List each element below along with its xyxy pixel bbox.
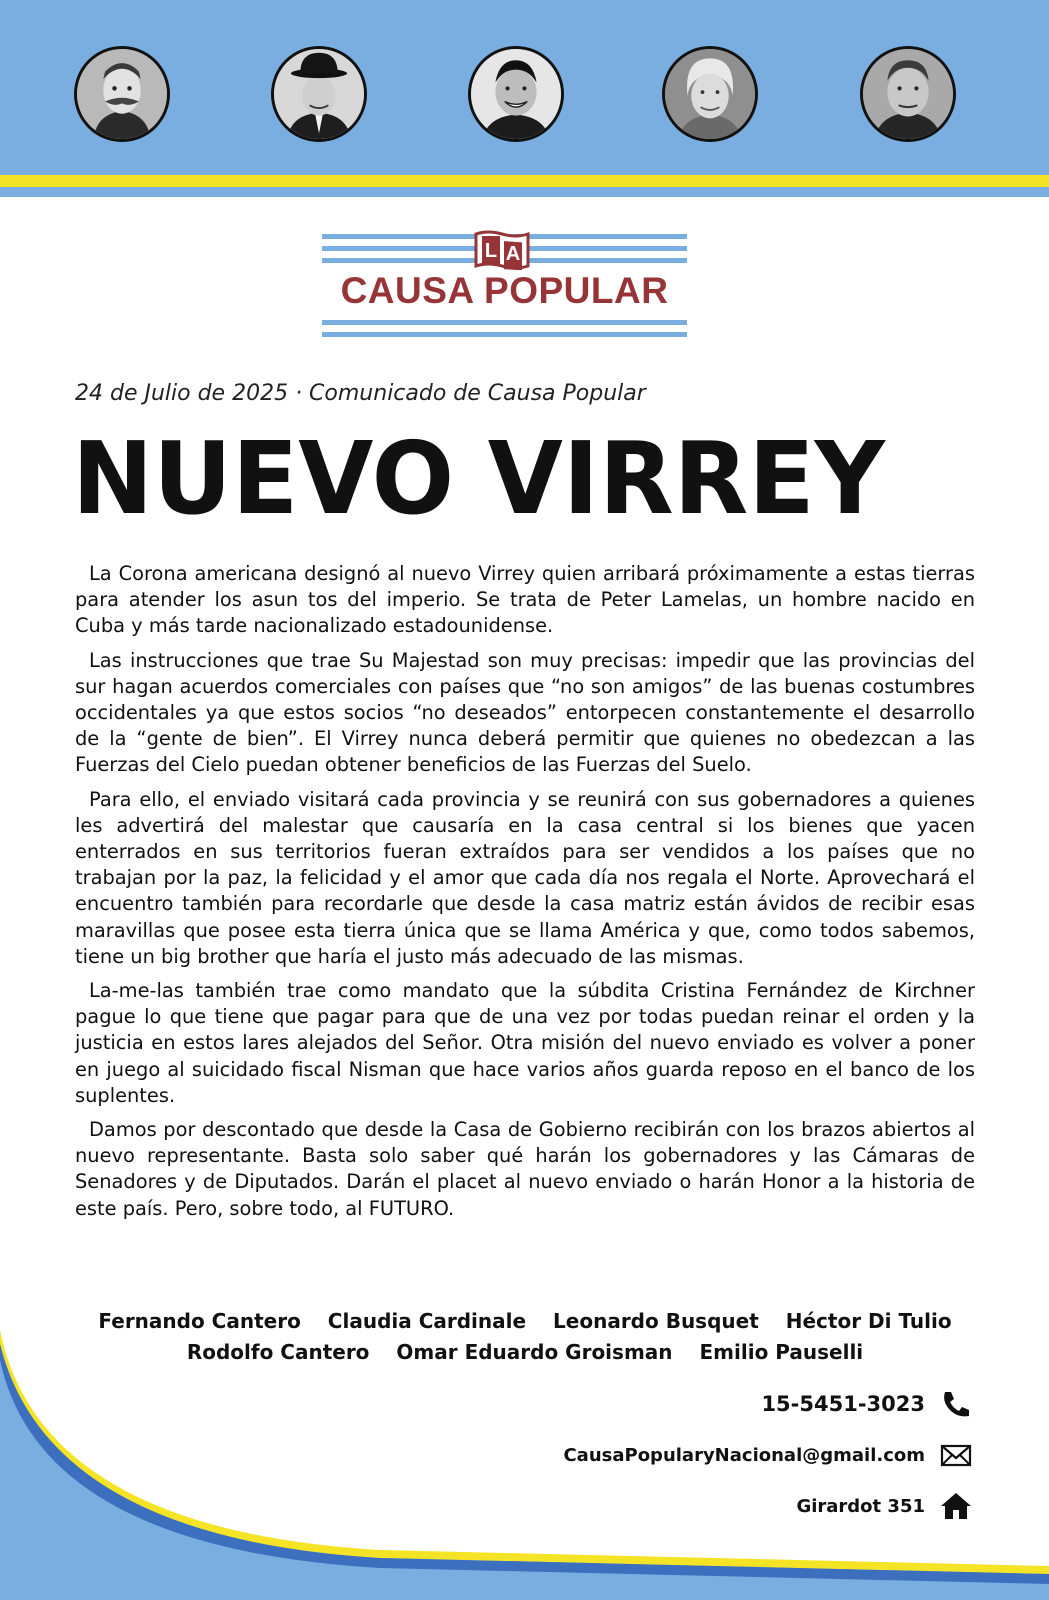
flag-letter: L (484, 240, 498, 262)
portrait-mustache-man-icon (77, 49, 167, 139)
phone-number: 15-5451-3023 (761, 1392, 925, 1416)
blue-stripe (0, 187, 1049, 197)
portrait-3 (468, 46, 564, 142)
signers-row (75, 1337, 975, 1368)
logo-name: CAUSA POPULAR (340, 270, 669, 311)
signer-name: Omar Eduardo Groisman (396, 1340, 673, 1364)
portrait-woman-icon (665, 49, 755, 139)
contact-address (796, 1491, 973, 1521)
home-icon (939, 1491, 973, 1521)
signers-row (75, 1306, 975, 1337)
paragraph: Para ello, el enviado visitará cada provincia y se reunirá con sus gobernadores a quienes les advertirá del malestar que causaría en la casa central si los bienes que yacen enterrados en sus territorios fueran extraídos para ser vendidos a los países que no trabajan por la paz, la felicidad y el amor que cada día nos regala el Norte. Aprovechará el encuentro también para recordarle que desde la casa matriz están ávidos de recibir esas maravillas que posee esta tierra única que se llama América y que, como todos sabemos, tiene un big brother que haría el justo más adecuado de las mismas. (75, 787, 975, 968)
phone-icon (939, 1389, 973, 1419)
signer-name: Fernando Cantero (98, 1309, 301, 1333)
paragraph: La Corona americana designó al nuevo Virrey quien arribará próximamente a estas tierras para atender los asun tos del imperio. Se trata de Peter Lamelas, un hombre nacido en Cuba y más tarde nacionalizado estadounidense. (75, 562, 975, 638)
causa-popular-logo (322, 228, 687, 346)
signer-name: Leonardo Busquet (553, 1309, 759, 1333)
email-address: CausaPopularyNacional@gmail.com (563, 1444, 925, 1466)
dateline: 24 de Julio de 2025 · Comunicado de Causa Popular (75, 381, 646, 406)
portrait-1 (74, 46, 170, 142)
portrait-elderly-man-icon (863, 49, 953, 139)
contact-phone (761, 1389, 973, 1419)
signer-name: Claudia Cardinale (327, 1309, 527, 1333)
portrait-bowler-hat-man-icon (274, 49, 364, 139)
envelope-icon (939, 1440, 973, 1470)
logo-stripe (322, 332, 687, 337)
signer-name: Emilio Pauselli (699, 1340, 864, 1364)
paragraph: Las instrucciones que trae Su Majestad son muy precisas: impedir que las provincias del sur hagan acuerdos comerciales con países que “no son amigos” de las buenas costumbres occidentales ya que estos socios “no deseados” entorpecen constantemente el desarrollo de la “gente de bien”. El Virrey nunca deberá permitir que quienes no obedezcan a las Fuerzas del Cielo puedan obtener beneficios de las Fuerzas del Suelo. (75, 648, 975, 777)
signer-name: Rodolfo Cantero (186, 1340, 370, 1364)
contact-email (563, 1440, 973, 1470)
flag-letter: A (505, 243, 521, 265)
portrait-smiling-man-icon (471, 49, 561, 139)
flag-icon (474, 230, 530, 270)
portrait-5 (860, 46, 956, 142)
headline: NUEVO VIRREY (72, 420, 885, 537)
logo-stripe (322, 320, 687, 325)
signer-name: Héctor Di Tulio (785, 1309, 952, 1333)
portrait-2 (271, 46, 367, 142)
portrait-4 (662, 46, 758, 142)
street-address: Girardot 351 (796, 1495, 925, 1517)
signers (75, 1306, 975, 1368)
paragraph: La-me-las también trae como mandato que la súbdita Cristina Fernández de Kirchner pague lo que tiene que pagar para que de una vez por todas puedan reinar el orden y la justicia en estos lares alejados del Señor. Otra misión del nuevo enviado es volver a poner en juego al suicidado fiscal Nisman que hace varios años guarda reposo en el banco de los suplentes. (75, 979, 975, 1107)
article-body (75, 561, 975, 1230)
paragraph: Damos por descontado que desde la Casa de Gobierno recibirán con los brazos abiertos al nuevo representante. Basta solo saber qué harán los gobernadores y las Cámaras de Senadores y de Diputados. Darán el placet al nuevo enviado o harán Honor a la historia de este país. Pero, sobre todo, al FUTURO. (75, 1118, 975, 1220)
yellow-stripe (0, 175, 1049, 187)
